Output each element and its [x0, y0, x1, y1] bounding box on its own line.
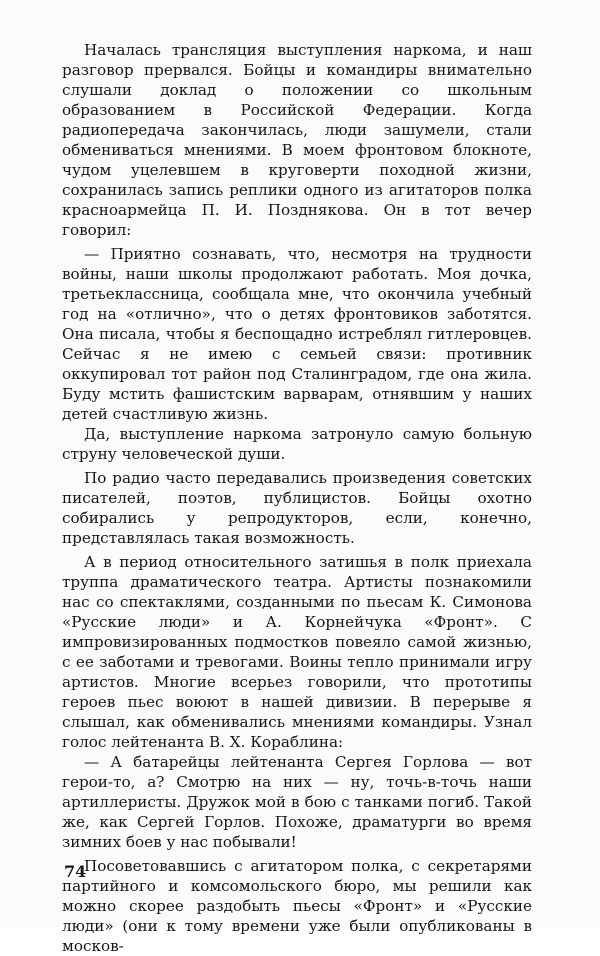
paragraph-quote-pozdnyakov: — Приятно сознавать, что, несмотря на трудности войны, наши школы продолжают работать. Моя дочка, третьеклассница, сообщала мне, что окончила учебный год на «отлично», что о детях фронтовиков заботятся. Она писала, чтобы я беспощадно истреблял гитлеровцев. Сейчас я не имею с семьей связи: противник оккупировал тот район под Сталинградом, где она жила. Буду мстить фашистским варварам, отнявшим у наших детей счастливую жизнь.: [62, 245, 532, 423]
paragraph-narkom-speech: Да, выступление наркома затронуло самую больную струну человеческой души.: [62, 425, 532, 463]
paragraph-plays: Посоветовавшись с агитатором полка, с секретарями партийного и комсомольского бюро, мы решили как можно скорее раздобыть пьесы «Фронт» и «Русские люди» (они к тому времени уже были опубликованы в москов-: [62, 857, 532, 955]
paragraph-quote-korablin: — А батарейцы лейтенанта Сергея Горлова — вот герои-то, а? Смотрю на них — ну, точь-в-точь наши артиллеристы. Дружок мой в бою с танками погиб. Такой же, как Сергей Горлов. Похоже, драматурги во время зимних боев у нас побывали!: [62, 753, 532, 851]
body-text: [62, 40, 532, 956]
paragraph-radio: По радио часто передавались произведения советских писателей, поэтов, публицистов. Бойцы охотно собирались у репродукторов, если, конечно, представлялась такая возможность.: [62, 469, 532, 547]
paragraph-theatre: А в период относительного затишья в полк приехала труппа драматического театра. Артисты познакомили нас со спектаклями, созданными по пьесам К. Симонова «Русские люди» и А. Корнейчука «Фронт». С импровизированных подмостков повеяло самой жизнью, с ее заботами и тревогами. Воины тепло принимали игру артистов. Многие всерьез говорили, что прототипы героев пьес воюют в нашей дивизии. В перерыве я слышал, как обменивались мнениями командиры. Узнал голос лейтенанта В. Х. Кораблина:: [62, 553, 532, 751]
page-number: 74: [64, 862, 87, 881]
paragraph-broadcast: Началась трансляция выступления наркома, и наш разговор прервался. Бойцы и командиры внимательно слушали доклад о положении со школьным образованием в Российской Федерации. Когда радиопередача закончилась, люди зашумели, стали обмениваться мнениями. В моем фронтовом блокноте, чудом уцелевшем в круговерти походной жизни, сохранилась запись реплики одного из агитаторов полка красноармейца П. И. Позднякова. Он в тот вечер говорил:: [62, 41, 532, 239]
